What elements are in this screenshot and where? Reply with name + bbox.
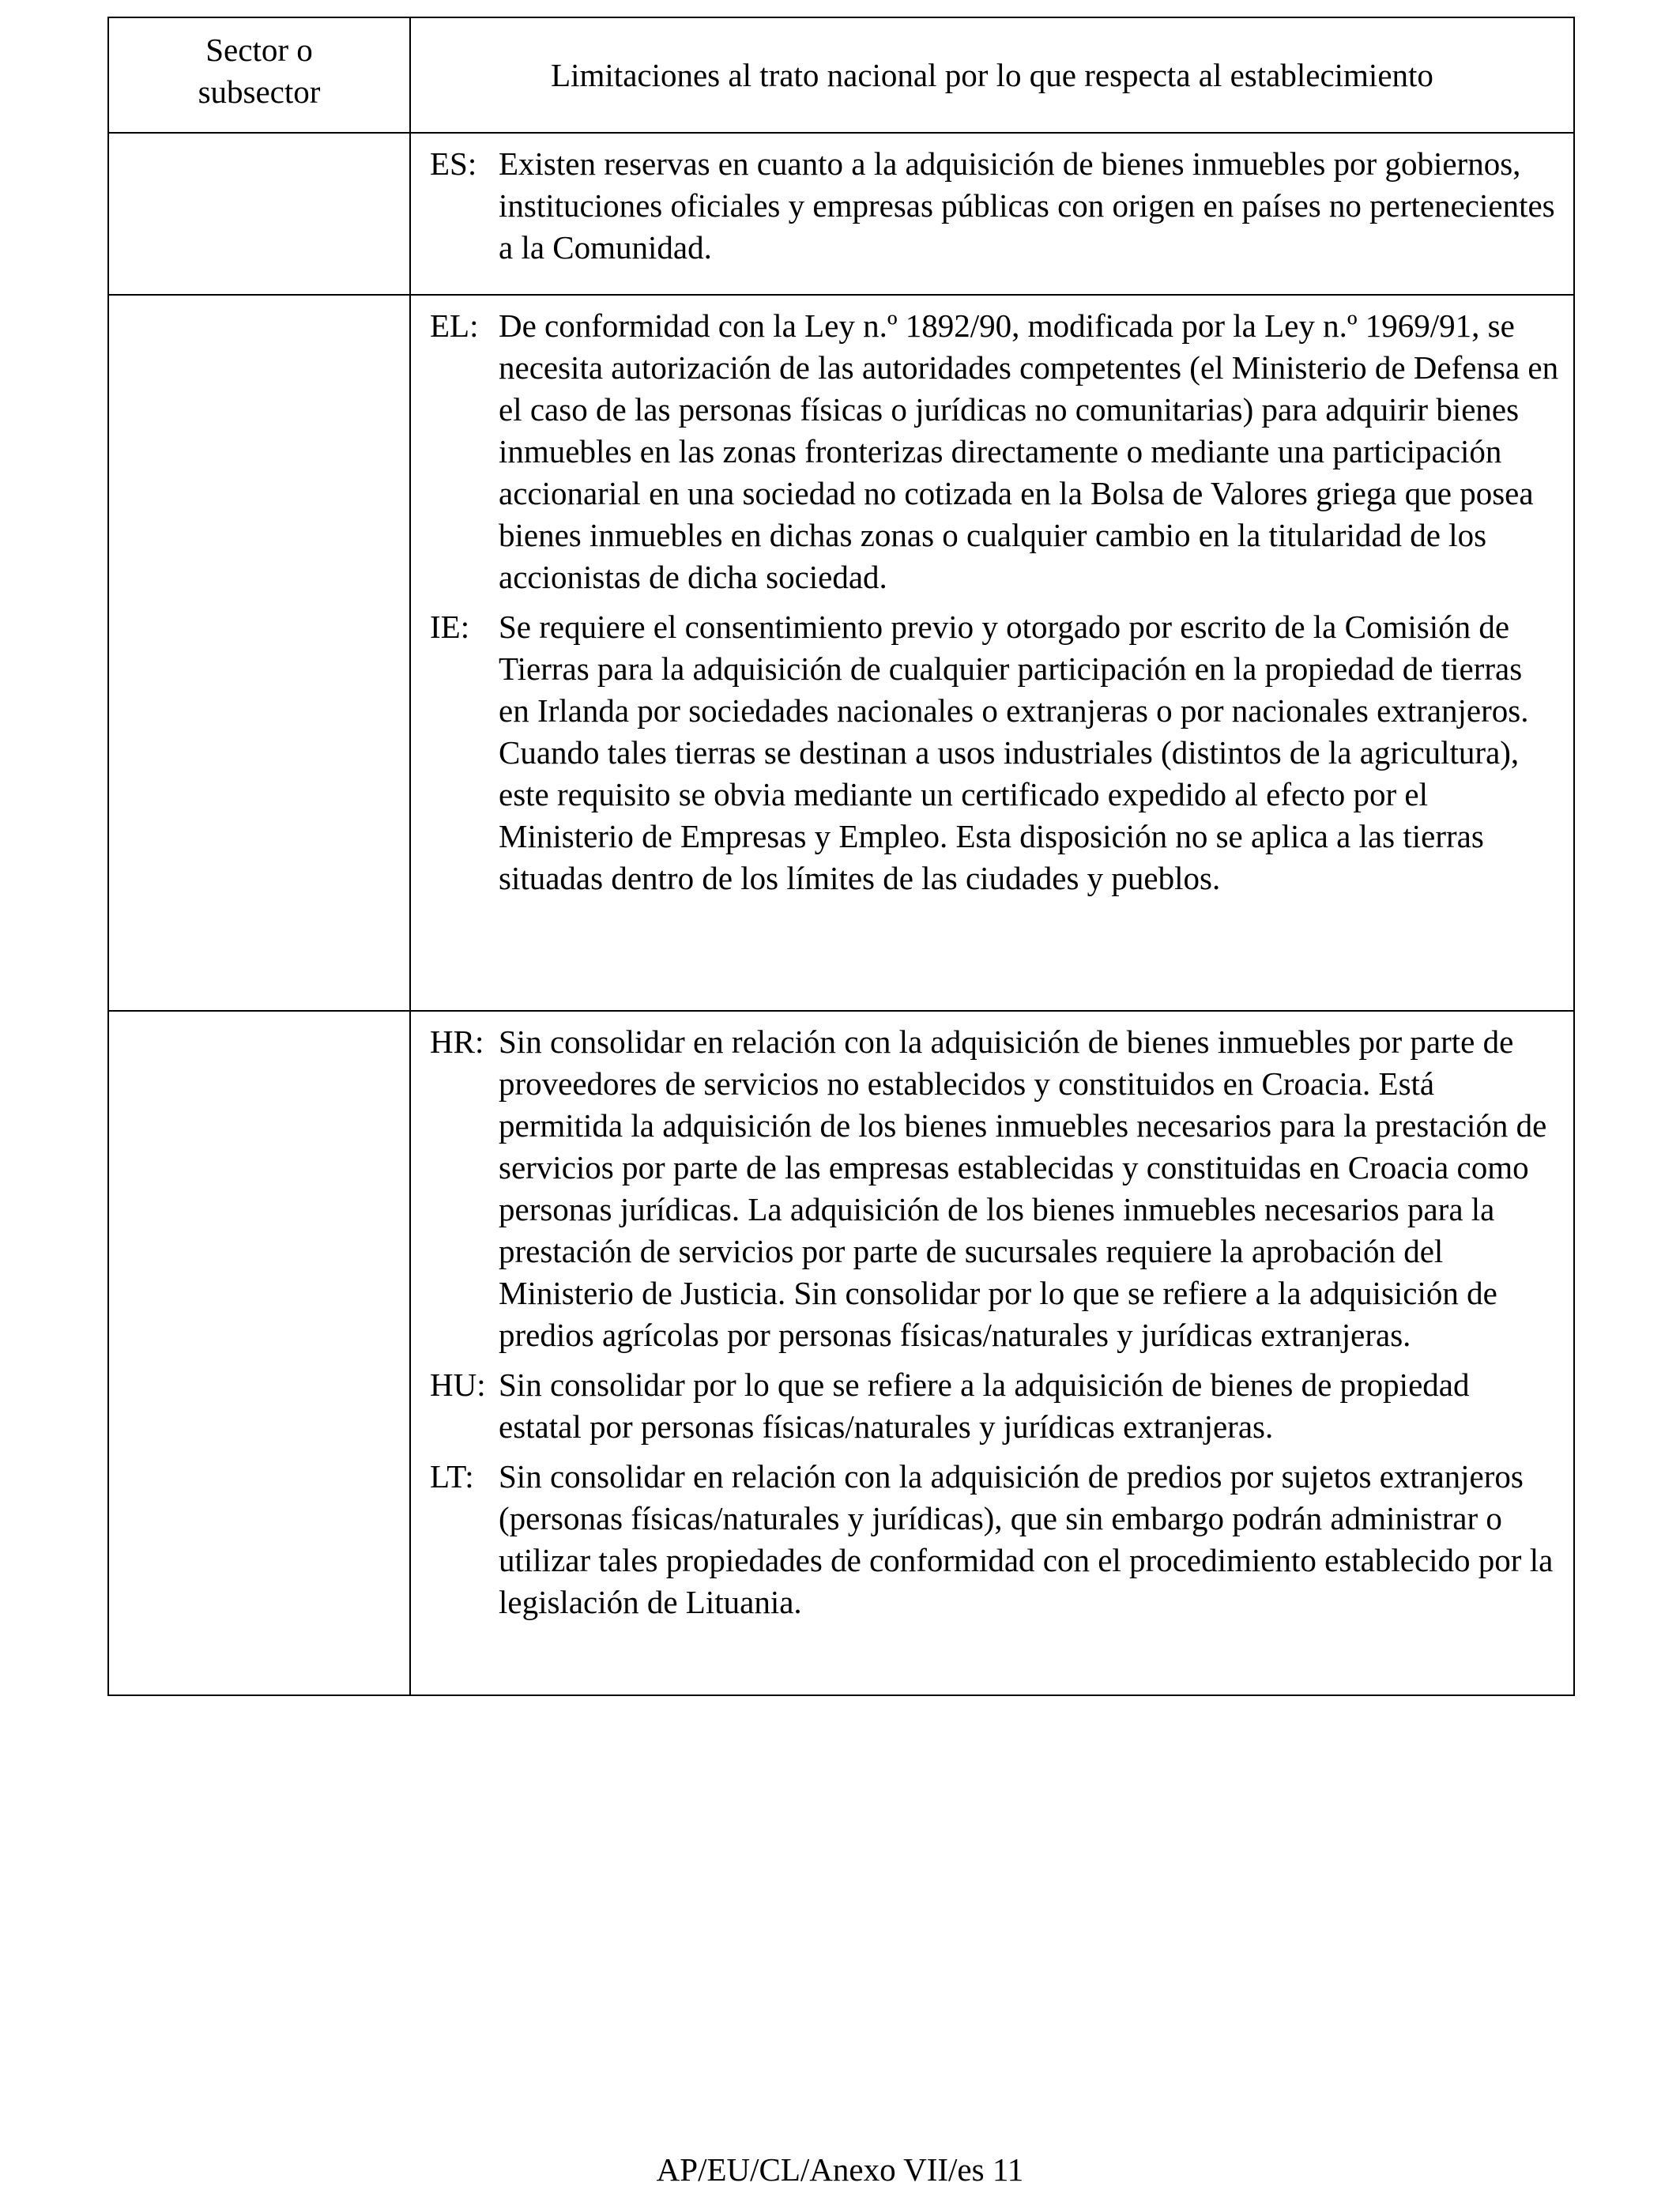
entry-text: De conformidad con la Ley n.º 1892/90, modificada por la Ley n.º 1969/91, se necesita autorización de las autoridades competentes (el Ministerio de Defensa en el caso de las personas físicas o jurídicas no comunitarias) para adquirir bienes inmuebles en las zonas fronterizas directamente o mediante una participación accionarial en una sociedad no cotizada en la Bolsa de Valores griega que posea bienes inmuebles en dichas zonas o cualquier cambio en la titularidad de los accionistas de dicha sociedad. (499, 307, 1559, 595)
country-code: LT: (430, 1458, 474, 1495)
entry-text: Sin consolidar en relación con la adquisición de bienes inmuebles por parte de proveedores de servicios no establecidos y constituidos en Croacia. Está permitida la adquisición de los bienes inmuebles necesarios para la prestación de servicios por parte de las empresas establecidas y constituidas en Croacia como personas jurídicas. La adquisición de los bienes inmuebles necesarios para la prestación de servicios por parte de sucursales requiere la aprobación del Ministerio de Justicia. Sin consolidar por lo que se refiere a la adquisición de predios agrícolas por personas físicas/naturales y jurídicas extranjeras. (499, 1023, 1547, 1353)
header-sector-label: Sector o subsector (198, 32, 321, 110)
table-row (108, 1011, 1574, 1695)
header-limitations-label: Limitaciones al trato nacional por lo que respecta al establecimiento (551, 56, 1433, 93)
entry-text: Sin consolidar por lo que se refiere a la adquisición de bienes de propiedad estatal por personas físicas/naturales y jurídicas extranjeras. (499, 1367, 1470, 1445)
table-header-row (108, 17, 1574, 133)
entry-text: Existen reservas en cuanto a la adquisición de bienes inmuebles por gobiernos, instituciones oficiales y empresas públicas con origen en países no pertenecientes a la Comunidad. (499, 145, 1555, 266)
entry-hu (430, 1364, 1559, 1448)
table-row (108, 133, 1574, 295)
entry-es (430, 143, 1559, 269)
sector-cell (108, 133, 410, 295)
sector-cell (108, 295, 410, 1011)
page-footer-reference: AP/EU/CL/Anexo VII/es 11 (656, 2151, 1024, 2188)
sector-cell (108, 1011, 410, 1695)
country-code: IE: (430, 609, 470, 645)
header-limitations-cell (410, 17, 1574, 133)
entry-ie (430, 606, 1559, 899)
header-sector-cell (108, 17, 410, 133)
country-code: HR: (430, 1023, 484, 1060)
entry-text: Se requiere el consentimiento previo y otorgado por escrito de la Comisión de Tierras para la adquisición de cualquier participación en la propiedad de tierras en Irlanda por sociedades nacionales o extranjeras o por nacionales extranjeros. Cuando tales tierras se destinan a usos industriales (distintos de la agricultura), este requisito se obvia mediante un certificado expedido al efecto por el Ministerio de Empresas y Empleo. Esta disposición no se aplica a las tierras situadas dentro de los límites de las ciudades y pueblos. (499, 609, 1529, 896)
country-code: EL: (430, 307, 479, 344)
limitations-cell (410, 295, 1574, 1011)
entry-el (430, 305, 1559, 598)
entry-lt (430, 1456, 1559, 1623)
limitations-cell (410, 1011, 1574, 1695)
limitations-cell (410, 133, 1574, 295)
entry-hr (430, 1021, 1559, 1356)
country-code: HU: (430, 1367, 486, 1403)
entry-text: Sin consolidar en relación con la adquisición de predios por sujetos extranjeros (personas físicas/naturales y jurídicas), que sin embargo podrán administrar o utilizar tales propiedades de conformidad con el procedimiento establecido por la legislación de Lituania. (499, 1458, 1554, 1620)
table-row (108, 295, 1574, 1011)
country-code: ES: (430, 145, 477, 182)
limitations-table (107, 17, 1575, 1696)
